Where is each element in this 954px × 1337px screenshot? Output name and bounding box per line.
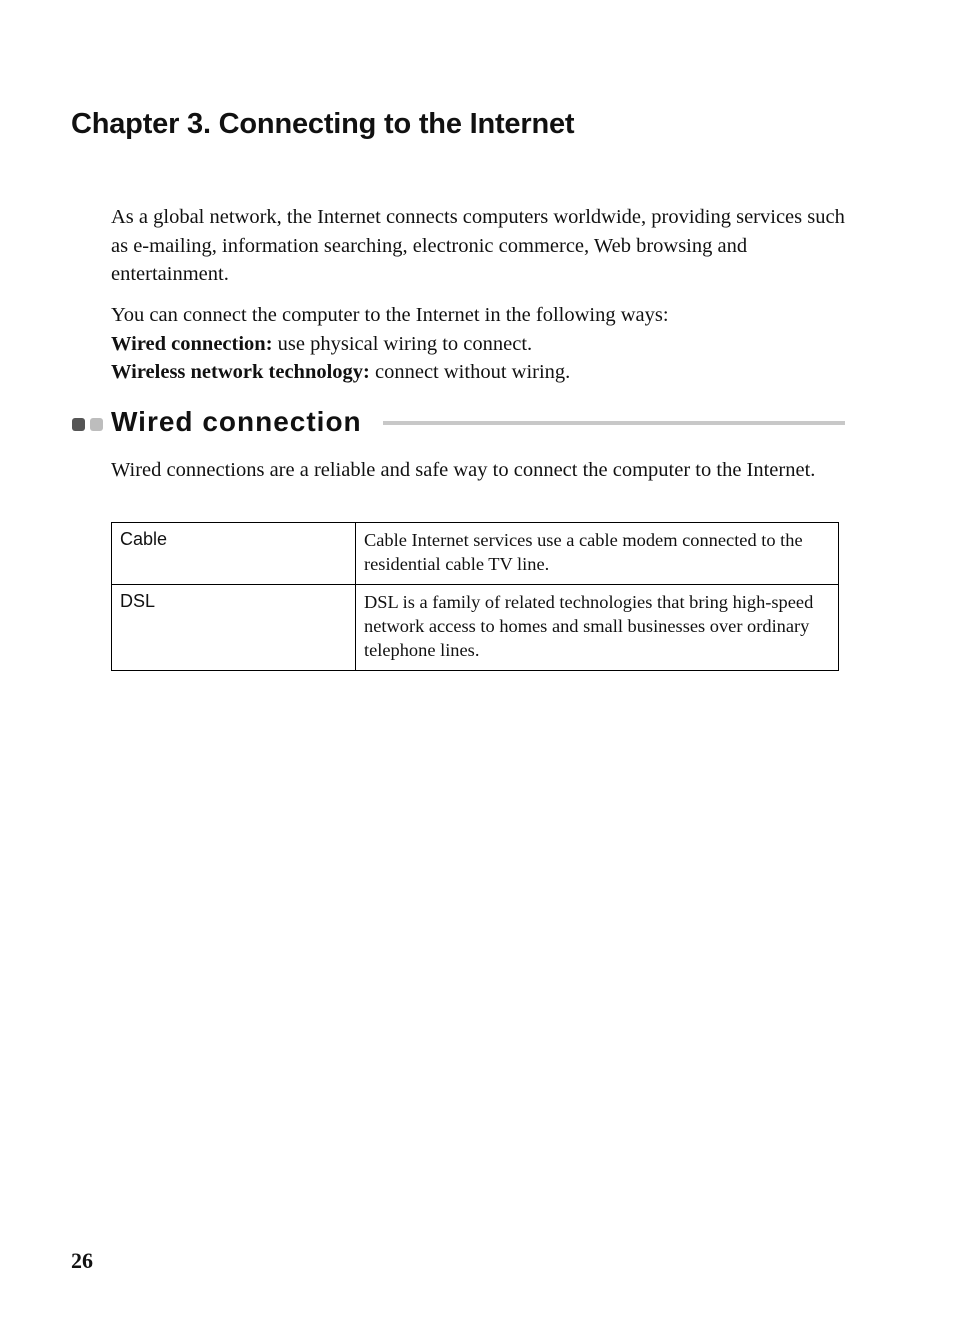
section-intro: Wired connections are a reliable and safe way to connect the computer to the Internet. xyxy=(111,459,816,481)
section-heading xyxy=(71,402,845,442)
way-item-wireless xyxy=(111,358,851,387)
way-term: Wireless network technology: xyxy=(111,361,370,384)
page-number: 26 xyxy=(71,1248,93,1273)
table-cell-description: Cable Internet services use a cable modem connected to the residential cable TV line. xyxy=(356,523,839,585)
ways-lead: You can connect the computer to the Internet in the following ways: xyxy=(111,304,669,326)
section-marker-light-icon xyxy=(90,418,103,431)
connection-ways xyxy=(111,301,851,387)
way-item-wired xyxy=(111,330,851,359)
table-cell-term: DSL xyxy=(112,585,356,671)
intro-paragraph: As a global network, the Internet connects computers worldwide, providing services such as e-mailing, information searching, electronic commerce, Web browsing and entertainment. xyxy=(111,206,845,286)
table-cell-term: Cable xyxy=(112,523,356,585)
way-term: Wired connection: xyxy=(111,332,273,355)
section-marker-dark-icon xyxy=(72,418,85,431)
connection-types-table xyxy=(111,522,839,671)
section-rule xyxy=(383,421,845,425)
table-cell-description: DSL is a family of related technologies that bring high-speed network access to homes and small businesses over ordinary telephone lines. xyxy=(356,585,839,671)
table-row xyxy=(112,585,839,671)
table-row xyxy=(112,523,839,585)
section-title: Wired connection xyxy=(111,402,370,442)
way-text: use physical wiring to connect. xyxy=(272,332,533,355)
chapter-title: Chapter 3. Connecting to the Internet xyxy=(71,108,575,140)
way-text: connect without wiring. xyxy=(369,361,571,384)
